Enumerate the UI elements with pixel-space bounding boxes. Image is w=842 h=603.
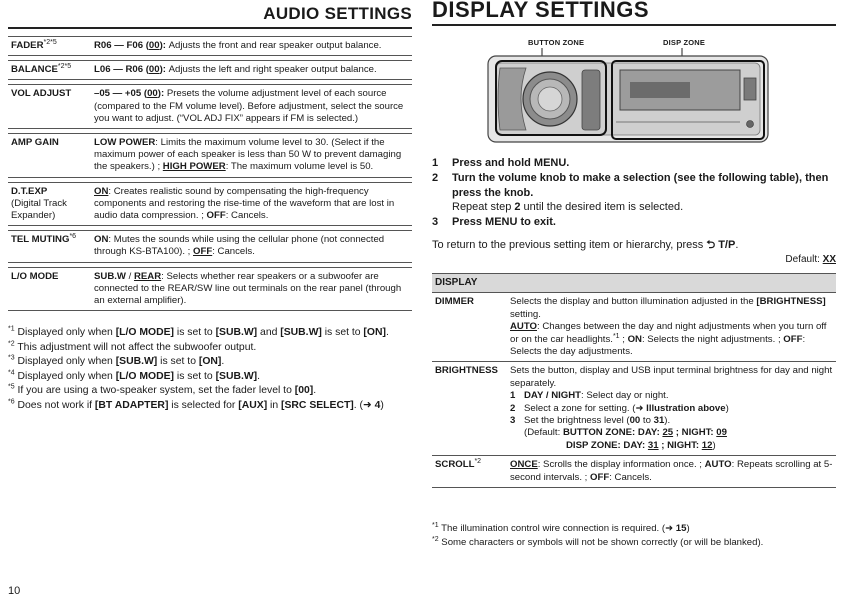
description-text: 00 xyxy=(148,40,160,51)
default-text: ; NIGHT: xyxy=(658,439,702,451)
setting-name: $FADER^{*2*5}$ xyxy=(8,37,88,56)
dimmer-intro-text: [BRIGHTNESS] xyxy=(756,296,826,308)
footnote-text: and xyxy=(257,327,281,338)
footnote-text: . ( xyxy=(353,399,364,411)
display-row-brightness xyxy=(432,362,836,456)
display-settings-table xyxy=(432,273,836,488)
footnote xyxy=(8,341,412,356)
brightness-step-text: 00 xyxy=(629,415,641,427)
footnote-text: [SUB.W] xyxy=(215,327,258,338)
description-text: Adjusts the left and right speaker output balance. xyxy=(168,64,377,76)
setting-description xyxy=(88,61,412,80)
description-text: ): xyxy=(157,88,167,100)
display-table-header: DISPLAY xyxy=(432,274,836,293)
description-text: LOW POWER xyxy=(94,137,156,149)
footnote-text: . xyxy=(313,385,317,397)
return-button-label: T/P xyxy=(718,239,736,251)
dimmer-intro xyxy=(510,296,833,321)
dimmer-intro-text: setting. xyxy=(510,308,541,320)
description-text: ): xyxy=(159,40,169,51)
footnote-text: is set to xyxy=(157,356,199,368)
head-unit-illustration xyxy=(486,48,770,146)
dimmer-description xyxy=(502,293,836,362)
footnote-text: . xyxy=(257,370,261,382)
brightness-step-text: Set the brightness level ( xyxy=(524,415,630,427)
footnote-text: Does not work if xyxy=(17,399,95,411)
audio-setting-row xyxy=(8,61,412,80)
scroll-description xyxy=(502,456,836,488)
default-text: ; NIGHT: xyxy=(673,427,717,439)
audio-setting-row xyxy=(8,85,412,129)
procedure-step xyxy=(432,156,836,171)
brightness-step-text: ). xyxy=(664,415,671,427)
scroll-text: : Cancels. xyxy=(609,471,652,483)
audio-settings-title: AUDIO SETTINGS xyxy=(263,4,412,23)
footnote-mark: *4 xyxy=(8,369,15,377)
button-zone-label: BUTTON ZONE xyxy=(528,38,585,47)
description-text: : Mutes the sounds while using the cellular phone (not connected through KS-BTA100). ; xyxy=(94,234,385,258)
footnote-text: ) xyxy=(686,523,690,534)
footnote-text: If you are using a two-speaker system, set the fader level to xyxy=(17,385,295,397)
description-text: : Cancels. xyxy=(212,246,255,258)
setting-description xyxy=(88,182,412,226)
description-text: : The maximum volume level is 50. xyxy=(225,161,374,173)
scroll-text: : Repeats scrolling at 5-second intervals. ; xyxy=(510,459,833,483)
description-text: ON xyxy=(94,185,109,197)
display-footnotes xyxy=(432,522,836,551)
footnote-text: is selected for xyxy=(168,399,239,411)
footnote-mark: *6 xyxy=(8,398,15,406)
side-buttons xyxy=(582,70,600,130)
footnote xyxy=(8,399,412,414)
footnote xyxy=(432,536,836,550)
footnote-text: [AUX] xyxy=(238,399,268,411)
footnote-text: is set to xyxy=(174,327,216,338)
footnote-mark: *2 xyxy=(432,536,439,544)
dimmer-detail-text: *1 xyxy=(612,332,620,340)
footnote-text: [L/O MODE] xyxy=(115,327,175,338)
footnote-mark: *1 xyxy=(8,325,15,333)
footnote-text: is set to xyxy=(174,370,216,382)
brightness-step xyxy=(510,390,833,402)
audio-setting-row xyxy=(8,231,412,262)
display-row-scroll xyxy=(432,456,836,488)
brightness-step-text: to xyxy=(640,415,654,427)
step-text: Turn the volume knob to make a selection (see the following table), then press the knob. xyxy=(452,171,829,199)
step-number: 1 xyxy=(432,157,439,169)
dimmer-detail-text: ; xyxy=(619,333,628,345)
setting-description xyxy=(88,267,412,311)
description-text: OFF xyxy=(193,246,213,258)
description-text: : Creates realistic sound by compensating the high-frequency components and restoring the rise-time of the waveform that are lost in audio data compression. ; xyxy=(94,185,395,222)
description-text: ON xyxy=(94,234,109,246)
step-number: 3 xyxy=(432,216,439,229)
footnote-text: [SUB.W] xyxy=(280,327,322,338)
footnote-text: is set to xyxy=(321,327,364,338)
default-text: ) xyxy=(712,439,716,451)
footnote-text: [ON] xyxy=(198,356,222,368)
footnote-text: ➜ 4 xyxy=(363,399,381,411)
footnote xyxy=(8,370,412,385)
step-subtext-run: 2 xyxy=(514,201,521,214)
description-text: ): xyxy=(159,64,169,76)
footnote-mark: *1 xyxy=(432,521,439,529)
description-text: Presets the volume adjustment level of each source (compared to the FM volume level). Before adjustment, select the source you want to adjust. (“VOL ADJ FIX” appears if FM is selected.) xyxy=(94,88,404,124)
footnote-text: [SRC SELECT] xyxy=(281,399,354,411)
description-text: HIGH POWER xyxy=(162,161,226,173)
description-text: –05 — +05 ( xyxy=(94,88,148,100)
default-text: 31 xyxy=(647,439,659,451)
return-instruction: To return to the previous setting item or hierarchy, press ⮌ T/P. xyxy=(432,239,739,251)
default-text: DISP ZONE: DAY: xyxy=(566,439,648,451)
description-text: SUB.W xyxy=(94,270,126,282)
audio-setting-row xyxy=(8,37,412,56)
audio-setting-row xyxy=(8,182,412,226)
setting-name: VOL ADJUST xyxy=(8,85,88,129)
footnote-text: in xyxy=(267,399,282,411)
step-text: Press and hold MENU. xyxy=(452,157,570,169)
footnote-text: [00] xyxy=(294,385,314,397)
display-settings-title: DISPLAY SETTINGS xyxy=(432,0,650,22)
scroll-key: SCROLL$^{*2}$ xyxy=(432,456,502,488)
brightness-step-text: 31 xyxy=(653,415,665,427)
footnote-text: [SUB.W] xyxy=(115,356,158,368)
footnote-text: Displayed only when xyxy=(17,327,116,338)
step-text: Press MENU to exit. xyxy=(452,216,556,229)
procedure-step xyxy=(432,171,836,215)
scroll-text: AUTO xyxy=(704,459,732,471)
footnote-text: . xyxy=(221,356,225,368)
footnote xyxy=(8,326,412,341)
description-text: Adjusts the front and rear speaker output balance. xyxy=(168,40,382,51)
audio-setting-row xyxy=(8,267,412,311)
back-arrow-icon: ⮌ xyxy=(706,239,716,251)
default-text: 09 xyxy=(716,427,727,439)
dimmer-detail xyxy=(510,321,833,358)
scroll-text: ONCE xyxy=(510,459,538,471)
footnote-text: ➜ 15 xyxy=(665,523,687,534)
footnote-text: [ON] xyxy=(363,327,386,338)
footnote xyxy=(8,355,412,370)
dimmer-detail-text: : Changes between the day and night adjustments when you turn off or on the car headlights. xyxy=(510,321,827,345)
setting-name: D.T.EXP (Digital Track Expander) xyxy=(8,182,88,226)
setting-description xyxy=(88,37,412,56)
step-subtext-run: Repeat step xyxy=(452,201,515,214)
title-rule xyxy=(8,27,412,29)
brightness-default-button-zone xyxy=(510,427,833,439)
brightness-default-disp-zone xyxy=(510,440,833,452)
page-number: 10 xyxy=(8,585,21,597)
default-text: BUTTON ZONE: DAY: xyxy=(562,427,663,439)
scroll-text: : Scrolls the display information once. ; xyxy=(537,459,705,471)
footnote xyxy=(432,522,836,536)
audio-settings-table xyxy=(8,36,412,311)
scroll-text: OFF xyxy=(590,471,610,483)
disp-zone-label: DISP ZONE xyxy=(663,38,706,47)
setting-name: L/O MODE xyxy=(8,267,88,311)
footnote-text: [BT ADAPTER] xyxy=(94,399,169,411)
description-text: OFF xyxy=(206,210,226,222)
footnote xyxy=(8,384,412,399)
brightness-key: BRIGHTNESS xyxy=(432,362,502,456)
brightness-step-number: 3 xyxy=(510,415,516,427)
brightness-step-text: ) xyxy=(725,402,729,414)
description-text: : Limits the maximum volume level to 30. (Select if the maximum power of each speaker is less than 50 W to prevent damaging the speakers.) ; xyxy=(94,137,402,173)
display-row-dimmer xyxy=(432,293,836,362)
knob-center xyxy=(538,87,562,111)
setting-name: AMP GAIN xyxy=(8,134,88,178)
step-subtext-run: until the desired item is selected. xyxy=(520,201,684,214)
description-text: REAR xyxy=(133,270,162,282)
dimmer-detail-text: : Selects the day adjustments. xyxy=(510,333,806,358)
default-legend-text: Default: xyxy=(785,254,820,265)
footnote-mark: *3 xyxy=(8,354,15,362)
description-text: : Cancels. xyxy=(225,210,269,222)
eject-button xyxy=(744,78,756,100)
footnote-mark: *2 xyxy=(8,340,15,348)
footnote-mark: *5 xyxy=(8,383,15,391)
setting-name: $BALANCE^{*2*5}$ xyxy=(8,61,88,80)
setting-description xyxy=(88,85,412,129)
footnote-text: The illumination control wire connection is required. ( xyxy=(441,523,666,534)
brightness-steps xyxy=(510,390,833,427)
setting-name: TEL MUTING$^{*6}$ xyxy=(8,231,88,262)
default-text: 25 xyxy=(662,427,674,439)
description-text: : Selects whether rear speakers or a subwoofer are connected to the REAR/SW line out terminals on the rear panel (through an external amplifier). xyxy=(94,270,402,307)
audio-setting-row xyxy=(8,134,412,178)
step-subtext xyxy=(452,200,836,215)
setting-description xyxy=(88,134,412,178)
brightness-step-number: 1 xyxy=(510,390,516,402)
audio-footnotes xyxy=(8,326,412,414)
brightness-step-text: : Select day or night. xyxy=(581,390,669,402)
dimmer-key: DIMMER xyxy=(432,293,502,362)
brightness-step-text: DAY / NIGHT xyxy=(524,390,582,402)
brightness-step-text: Select a zone for setting. ( xyxy=(524,402,636,414)
aux-jack xyxy=(747,121,754,128)
brightness-intro: Sets the button, display and USB input terminal brightness for day and night separately. xyxy=(510,365,833,389)
dimmer-detail-text: ON xyxy=(627,333,642,345)
title-rule xyxy=(432,24,836,26)
footnote-text: Displayed only when xyxy=(17,356,116,368)
description-text: R06 — F06 ( xyxy=(94,40,149,51)
description-text: 00 xyxy=(148,64,160,76)
footnote-text: [SUB.W] xyxy=(215,370,258,382)
display-segment xyxy=(630,82,690,98)
default-text: 12 xyxy=(701,439,713,451)
default-text: (Default: xyxy=(524,427,563,439)
description-text: / xyxy=(125,270,134,282)
brightness-step xyxy=(510,403,833,415)
brightness-step-number: 2 xyxy=(510,402,516,414)
description-text: L06 — R06 ( xyxy=(94,64,149,76)
brightness-description xyxy=(502,362,836,456)
brightness-step-text: ➜ Illustration above xyxy=(635,402,726,414)
procedure-steps xyxy=(432,156,836,230)
procedure-step xyxy=(432,215,836,230)
dimmer-detail-text: : Selects the night adjustments. ; xyxy=(641,333,784,345)
setting-description xyxy=(88,231,412,262)
footnote-text: Some characters or symbols will not be shown correctly (or will be blanked). xyxy=(441,537,764,549)
step-number: 2 xyxy=(432,171,439,184)
default-legend xyxy=(785,254,836,265)
dimmer-detail-text: OFF xyxy=(783,333,803,345)
brightness-step xyxy=(510,415,833,427)
footnote-text: Displayed only when xyxy=(17,370,116,382)
default-legend-marker: XX xyxy=(822,254,836,265)
footnote-text: This adjustment will not affect the subwoofer output. xyxy=(17,341,257,353)
dimmer-intro-text: Selects the display and button illumination adjusted in the xyxy=(510,296,757,308)
footnote-text: [L/O MODE] xyxy=(115,370,175,382)
description-text: 00 xyxy=(147,88,158,100)
dimmer-detail-text: AUTO xyxy=(510,321,538,333)
footnote-text: ) xyxy=(380,399,384,411)
return-text: To return to the previous setting item or hierarchy, press xyxy=(432,239,704,251)
footnote-text: . xyxy=(385,327,389,338)
